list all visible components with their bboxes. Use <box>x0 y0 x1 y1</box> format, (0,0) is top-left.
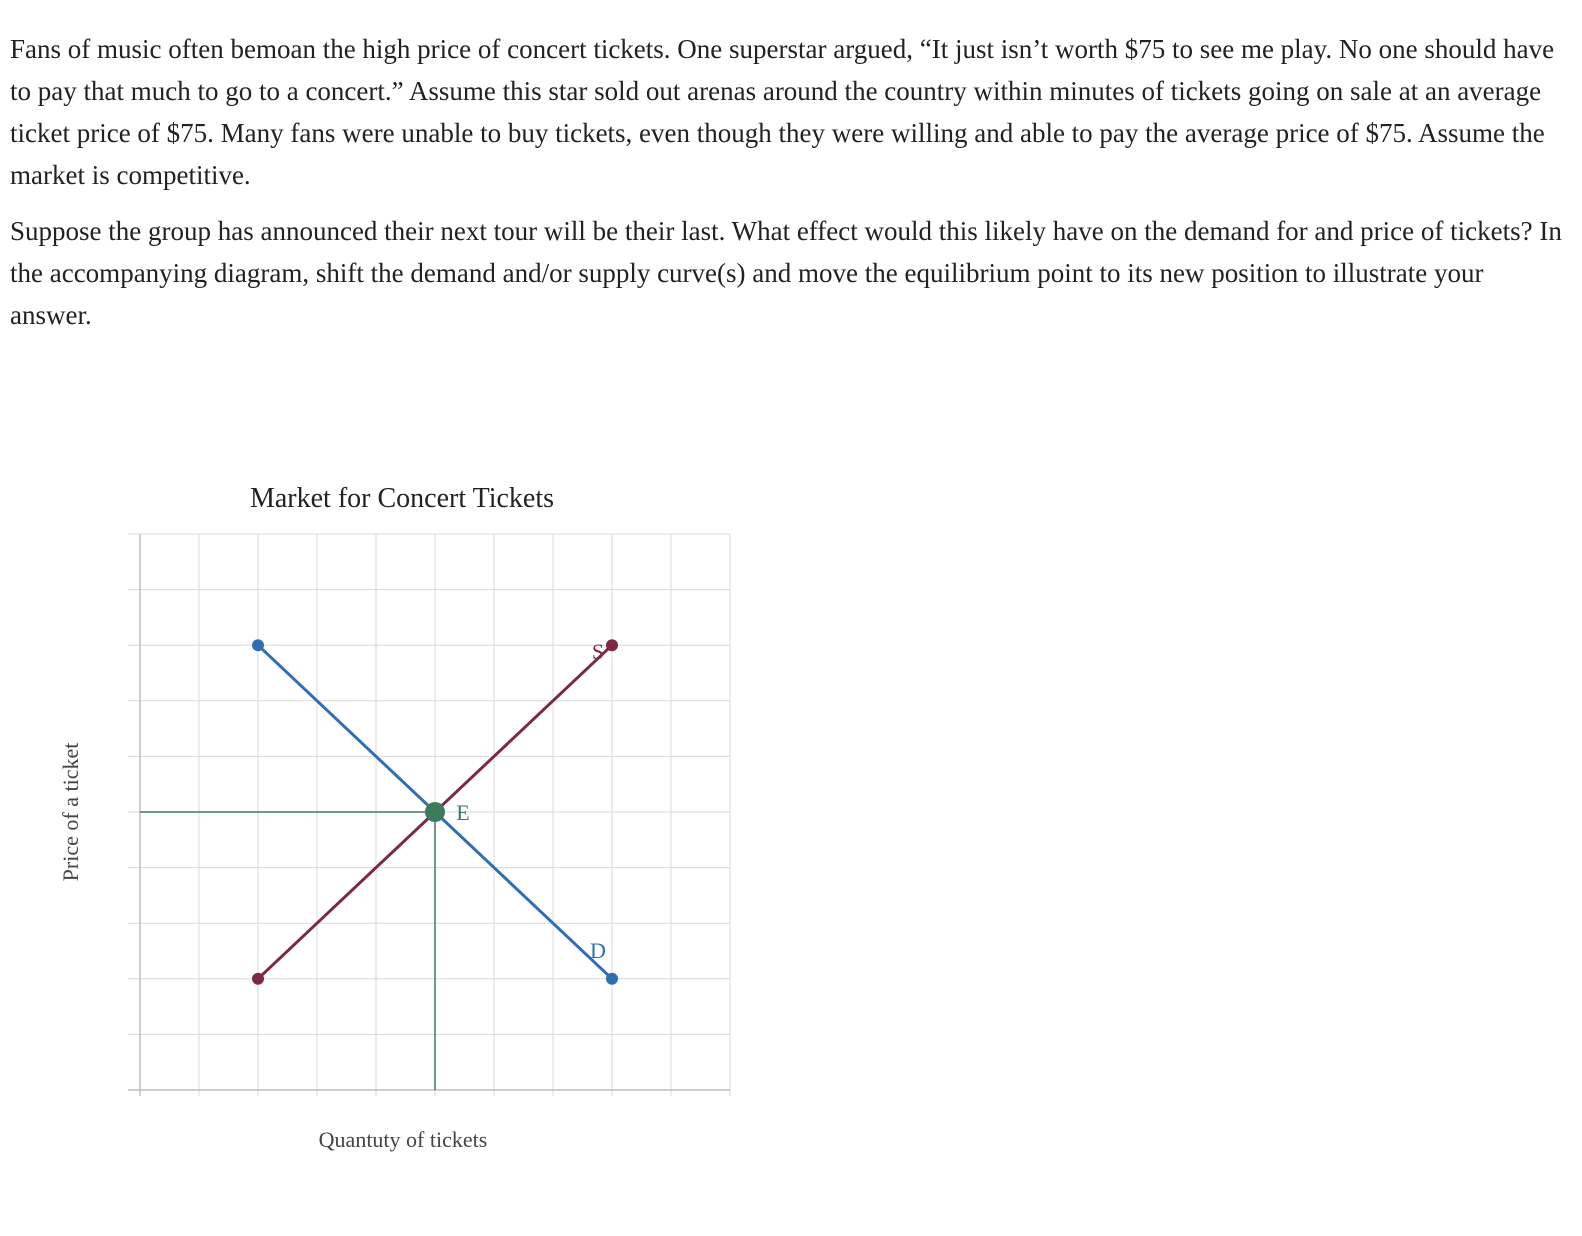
x-axis-label: Quantuty of tickets <box>318 1127 488 1152</box>
question-paragraph-1: Fans of music often bemoan the high price of concert tickets. One superstar argued, “It just isn’t worth $75 to see me play. No one should have to pay that much to go to a concert.” Assume this star sold out arenas around the country within minutes of tickets going on sale at an average ticket price of $75. Many fans were unable to buy tickets, even though they were willing and able to pay the average price of $75. Assume the market is competitive. <box>10 34 1555 190</box>
cropped-heading-fragment <box>0 0 520 6</box>
equilibrium-point[interactable] <box>425 802 445 822</box>
chart-curves[interactable] <box>140 639 618 1090</box>
demand-curve-handle[interactable] <box>252 639 264 651</box>
supply-curve-handle[interactable] <box>252 973 264 985</box>
supply-curve-label: S <box>591 639 605 665</box>
supply-demand-chart[interactable] <box>0 460 800 1180</box>
demand-curve-label: D <box>590 937 606 963</box>
chart-title: Market for Concert Tickets <box>249 483 555 514</box>
y-axis-label: Price of a ticket <box>58 742 83 882</box>
demand-curve-handle[interactable] <box>606 973 618 985</box>
supply-curve-handle[interactable] <box>606 639 618 651</box>
equilibrium-point-label: E <box>456 800 470 825</box>
question-paragraph-2: Suppose the group has announced their next tour will be their last. What effect would this likely have on the demand for and price of tickets? In the accompanying diagram, shift the demand and/or supply curve(s) and move the equilibrium point to its new position to illustrate your answer. <box>10 216 1562 330</box>
